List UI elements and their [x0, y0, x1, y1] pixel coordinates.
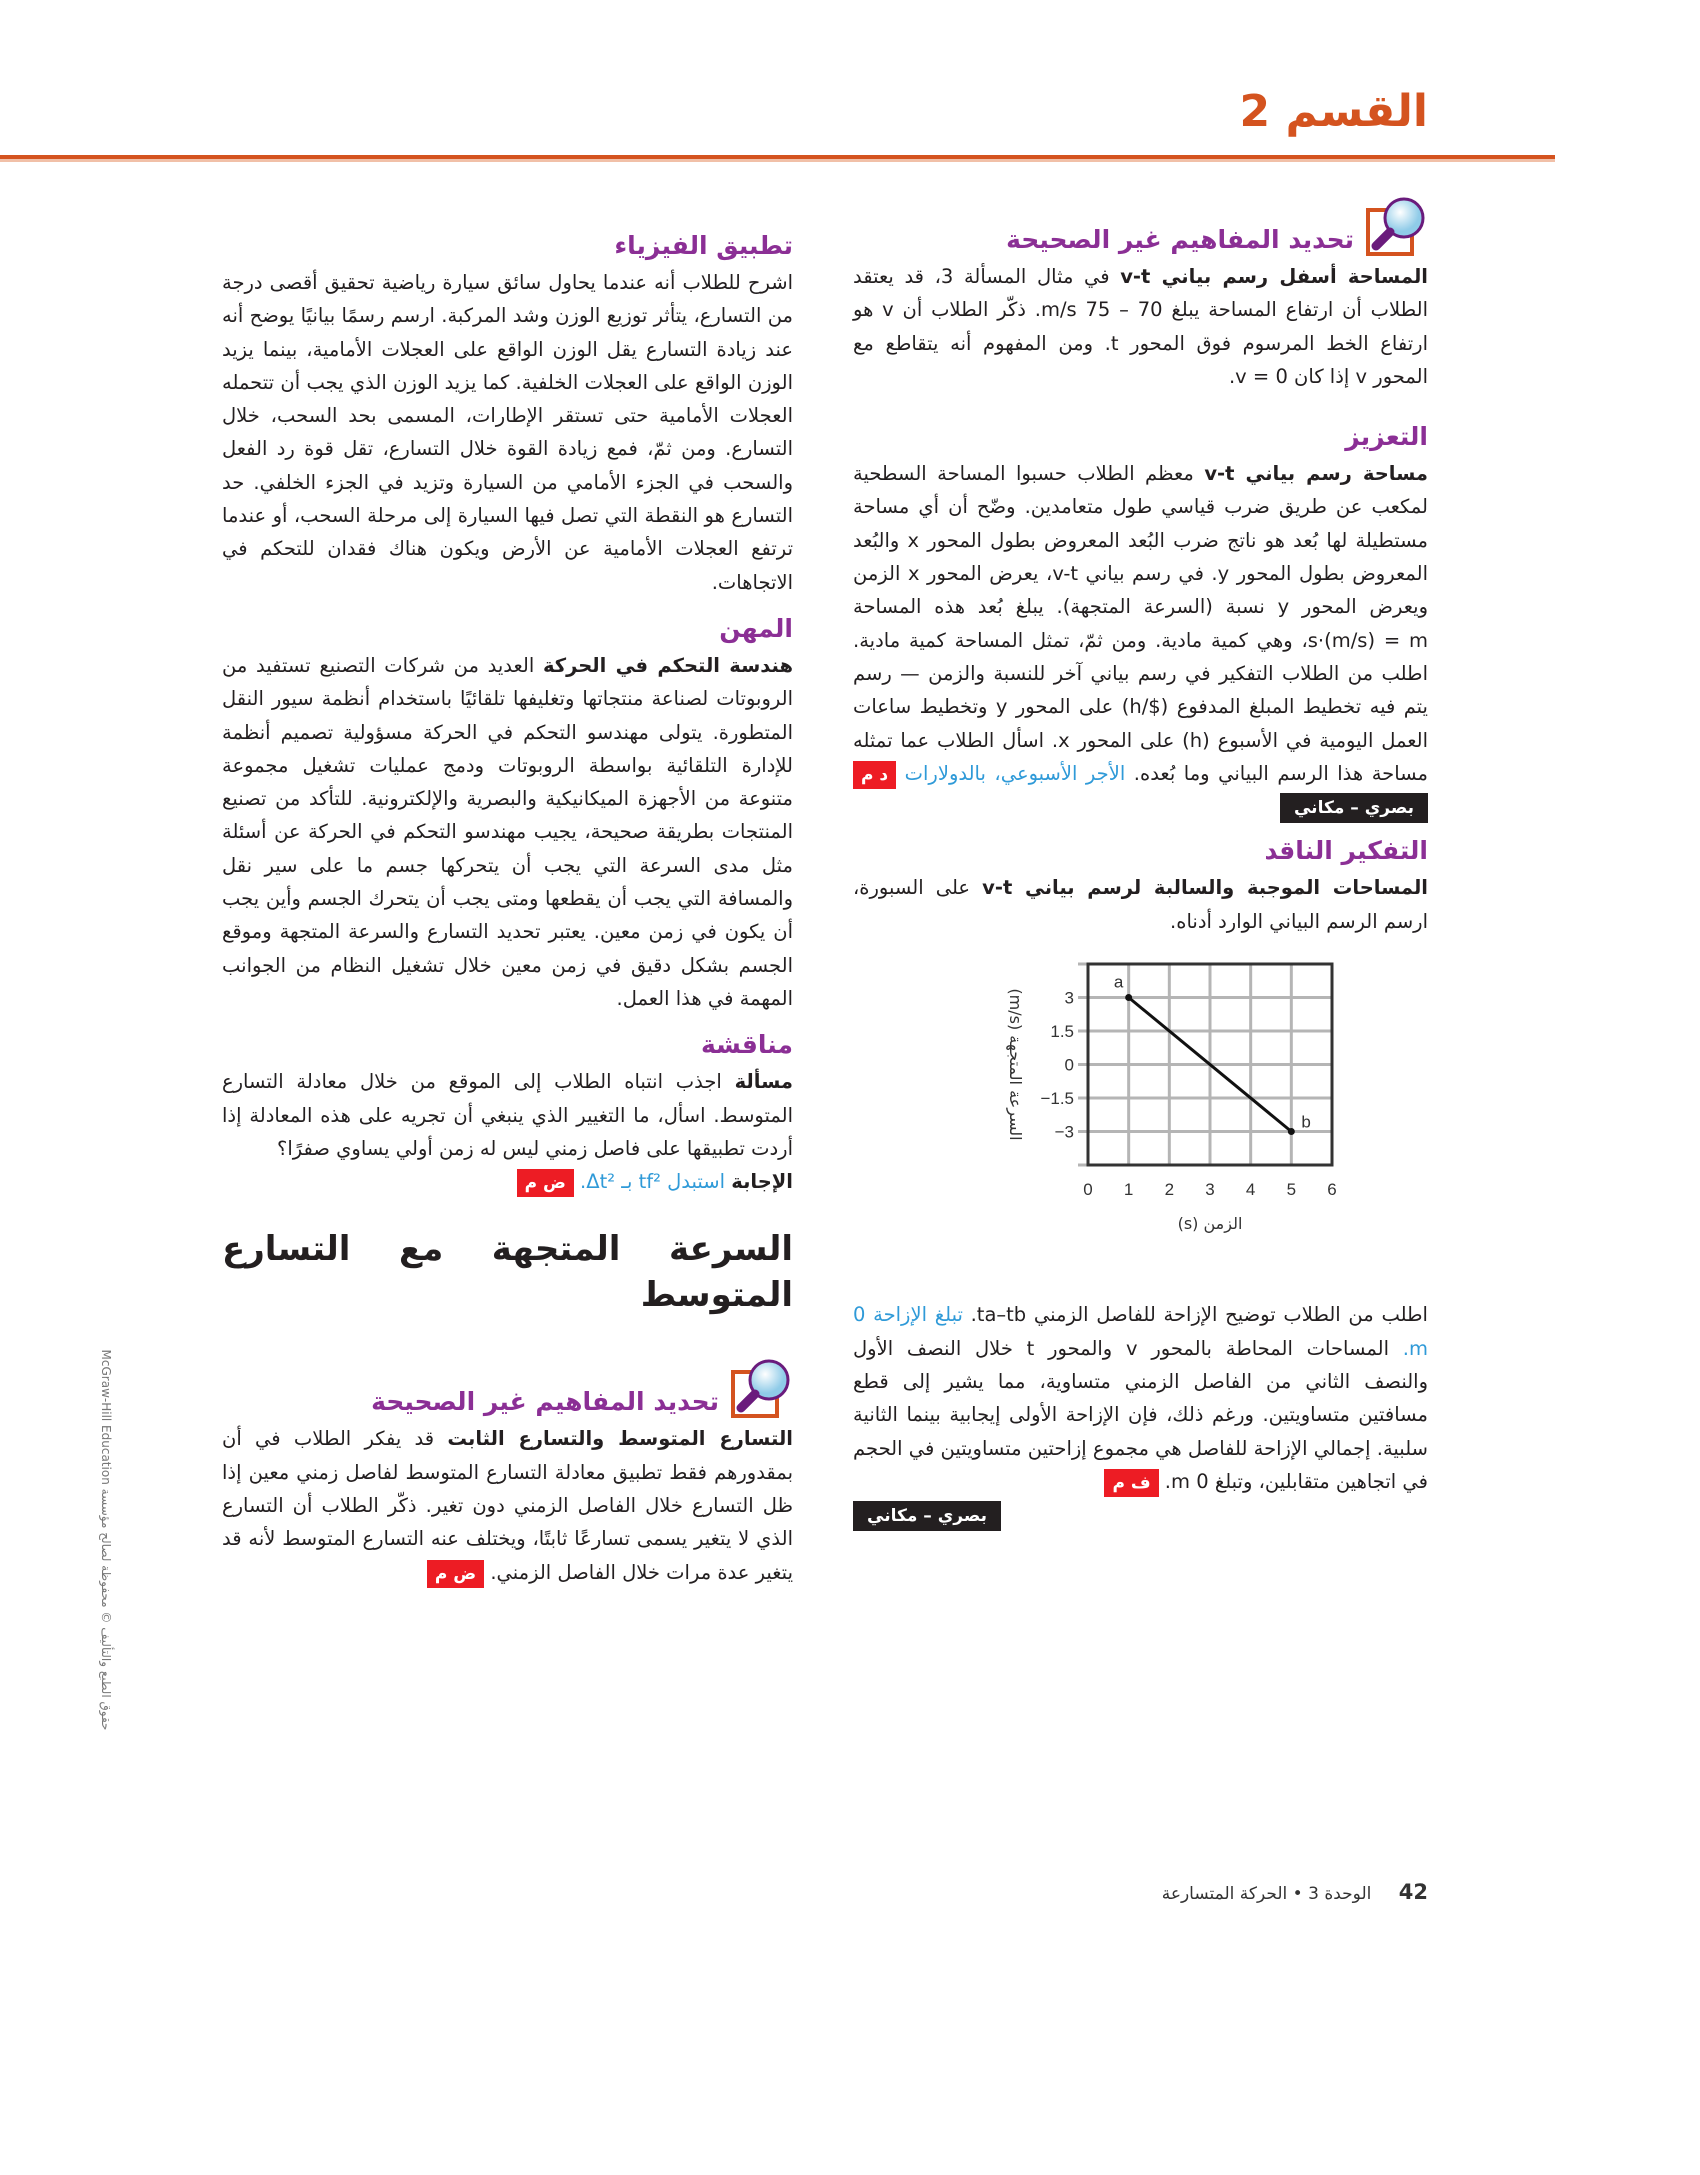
critical-thinking-tag-red: ف م [1104, 1469, 1158, 1497]
left-column [222, 226, 793, 1589]
footer-unit-text: الوحدة 3 • الحركة المتسارعة [1161, 1884, 1372, 1904]
page-footer [1162, 1880, 1428, 1904]
physics-application-heading: تطبيق الفيزياء [614, 231, 793, 260]
y-tick-label: 0 [1064, 1055, 1074, 1075]
y-tick-label: −1.5 [1040, 1089, 1074, 1109]
vt-chart [853, 958, 1428, 1258]
discussion-text: اجذب انتباه الطلاب إلى الموقع من خلال معادلة التسارع المتوسط. اسأل، ما التغيير الذي ينبغي أن تجريه على هذه المعادلة إذا أردت تطبيقها على فاصل زمني ليس له زمن أولي يساوي صفرًا؟ [222, 1070, 793, 1160]
critical-thinking-text2: اطلب من الطلاب توضيح الإزاحة للفاصل الزمني ta–tb. [962, 1303, 1428, 1327]
discussion-tag-red: ض م [517, 1169, 574, 1197]
critical-thinking-text3: المساحات المحاطة بالمحور v والمحور t خلال النصف الأول والنصف الثاني من الفاصل الزمني متساوية، مما يشير إلى قطع مسافتين متساويتين. ورغم ذلك، فإن الإزاحة الأولى إيجابية بينما الثانية سلبية. إجمالي الإزاحة للفاصل هي مجموع إزاحتين متساويتين في الحجم في اتجاهين متقابلين، وتبلغ 0 m. [853, 1336, 1428, 1493]
physics-application-text: اشرح للطلاب أنه عندما يحاول سائق سيارة رياضية تحقيق أقصى درجة من التسارع، يتأثر توزيع الوزن وشد المركبة. ارسم رسمًا بيانيًا يوضح أنه عند زيادة التسارع يقل الوزن الواقع على العجلات الأمامية، بينما يزيد الوزن الواقع على العجلات الخلفية. كما يزيد الوزن الذي يجب أن تتحمله العجلات الأمامية حتى تستقر الإطارات، المسمى بحد السحب، خلال التسارع. ومن ثمّ، فمع زيادة القوة خلال التسارع، تقل قوة رد الفعل والسحب في الجزء الأمامي من السيارة وتزيد في الجزء الخلفي. حد التسارع هو النقطة التي تصل فيها السيارة إلى مرحلة السحب، أو عندما ترتفع العجلات الأمامية عن الأرض ويكون هناك فقدان للتحكم في الاتجاهات. [222, 271, 793, 594]
copyright-side-text [92, 1280, 120, 1800]
critical-thinking-intro [853, 871, 1428, 938]
misconceptions2-paragraph [222, 1422, 793, 1588]
critical-thinking-paragraph [853, 1298, 1428, 1498]
misconceptions-heading: تحديد المفاهيم غير الصحيحة [1006, 225, 1354, 254]
careers-heading: المهن [719, 613, 793, 643]
misconceptions-heading-row [853, 196, 1428, 260]
data-point [1288, 1128, 1295, 1135]
point-label: a [1113, 972, 1124, 992]
y-tick-label: 3 [1064, 988, 1074, 1008]
header-rule [0, 155, 1555, 162]
y-axis-label: السرعة المتجهة (m/s) [1006, 988, 1025, 1141]
discussion-paragraph [222, 1065, 793, 1165]
magnifier-icon [729, 1358, 793, 1422]
discussion-answer-label: الإجابة [731, 1170, 793, 1194]
x-tick-label: 3 [1205, 1180, 1215, 1200]
x-tick-label: 1 [1123, 1180, 1134, 1200]
y-tick-label: 1.5 [1050, 1022, 1074, 1042]
critical-thinking-heading: التفكير الناقد [1264, 836, 1428, 866]
x-tick-label: 2 [1164, 1180, 1175, 1200]
careers-lead: هندسة التحكم في الحركة [542, 653, 793, 677]
discussion-heading: مناقشة [700, 1030, 793, 1060]
reinforcement-answer: الأجر الأسبوعي، بالدولارات [904, 761, 1126, 785]
critical-thinking-answer: تبلغ الإزاحة 0 m. [853, 1303, 1428, 1360]
section-heading: السرعة المتجهة مع التسارع المتوسط [222, 1229, 793, 1316]
misconceptions2-heading: تحديد المفاهيم غير الصحيحة [371, 1387, 719, 1417]
right-column [853, 196, 1428, 1531]
critical-thinking-text: على السبورة، ارسم الرسم البياني الوارد أدناه. [853, 876, 1428, 933]
critical-thinking-tag-black: بصري – مكاني [853, 1501, 1001, 1531]
x-tick-label: 5 [1286, 1180, 1297, 1200]
discussion-answer-row [222, 1165, 793, 1198]
critical-thinking-lead: المساحات الموجبة والسالبة لرسم بياني v-t [982, 876, 1428, 900]
misconceptions2-tag-red: ض م [427, 1560, 484, 1588]
misconceptions2-text: قد يفكر الطلاب في أن بمقدورهم فقط تطبيق معادلة التسارع المتوسط لفاصل زمني معين إذا ظل التسارع خلال الفاصل الزمني دون تغير. ذكّر الطلاب أن التسارع الذي لا يتغير يسمى تسارعًا ثابتًا، ويختلف عنه التسارع المتوسط لأنه قد يتغير عدة مرات خلال الفاصل الزمني. [222, 1427, 793, 1584]
reinforcement-tag-black: بصري – مكاني [1280, 793, 1428, 823]
careers-text: العديد من شركات التصنيع تستفيد من الروبوتات لصناعة منتجاتها وتغليفها تلقائيًا باستخدام أنظمة سيور النقل المتطورة. يتولى مهندسو التحكم في الحركة مسؤولية تصميم أنظمة للإدارة التلقائية بواسطة الروبوتات ودمج عمليات تشغيل مجموعة متنوعة من الأجهزة الميكانيكية والبصرية والإلكترونية. للتأكد من تصنيع المنتجات بطريقة صحيحة، يجيب مهندسو التحكم في الحركة عن أسئلة مثل مدى السرعة التي يجب أن يتحركها جسم ما على سير نقل والمسافة التي يجب أن يقطعها ومتى يجب أن يتحرك الجسم وأين يجب أن يكون في زمن معين. يعتبر تحديد التسارع والسرعة المتجهة وموقع الجسم بشكل دقيق في زمن معين خلال تشغيل النظام من الجوانب المهمة في هذا العمل. [222, 653, 793, 1010]
magnifier-icon [1364, 196, 1428, 260]
x-tick-label: 4 [1245, 1180, 1256, 1200]
misconceptions-text: في مثال المسألة 3، قد يعتقد الطلاب أن ارتفاع المساحة يبلغ 70 – 75 m/s. ذكّر الطلاب أن v هو ارتفاع الخط المرسوم فوق المحور t. ومن المفهوم أنه يتقاطع مع المحور v إذا كان v = 0. [853, 265, 1428, 388]
x-tick-label: 0 [1083, 1180, 1093, 1200]
reinforcement-text: معظم الطلاب حسبوا المساحة السطحية لمكعب عن طريق ضرب قياسي طول متعامدين. وضّح أن أي مساحة مستطيلة لها بُعد هو ناتج ضرب البُعد المعروض بطول المحور x والبُعد المعروض بطول المحور y. في رسم بياني v-t، يعرض المحور x الزمن ويعرض المحور y نسبة (السرعة المتجهة). يبلغ بُعد هذه المساحة s·(m/s) = m، وهي كمية مادية. ومن ثمّ، تمثل المساحة كمية مادية. اطلب من الطلاب التفكير في رسم بياني آخر للنسبة والزمن — رسم يتم فيه تخطيط المبلغ المدفوع ($/h) على المحور y وتخطيط ساعات العمل اليومية في الأسبوع (h) على المحور x. اسأل الطلاب عما تمثله مساحة هذا الرسم البياني وما بُعده. [853, 462, 1429, 785]
discussion-answer: استبدل tf² بـ Δt². [580, 1170, 726, 1194]
misconceptions2-lead: التسارع المتوسط والتسارع الثابت [447, 1427, 793, 1451]
x-axis-label: الزمن (s) [1177, 1214, 1243, 1234]
x-tick-label: 6 [1327, 1180, 1337, 1200]
reinforcement-heading: التعزيز [1345, 422, 1428, 452]
misconceptions2-heading-row [222, 1358, 793, 1422]
careers-paragraph [222, 649, 793, 1015]
reinforcement-tag-red: د م [853, 761, 896, 789]
reinforcement-lead: مساحة رسم بياني v-t [1204, 462, 1428, 486]
y-tick-label: −3 [1054, 1122, 1074, 1142]
page-title: القسم 2 [1239, 86, 1428, 137]
point-label: b [1301, 1112, 1311, 1132]
copyright-text: حقوق الطبع والتأليف © محفوظة لصالح مؤسسة McGraw-Hill Education [99, 1349, 113, 1731]
reinforcement-paragraph [853, 457, 1428, 823]
misconceptions-lead: المساحة أسفل رسم بياني v-t [1120, 265, 1428, 288]
misconceptions-paragraph [853, 260, 1428, 393]
data-point [1125, 994, 1132, 1001]
vt-chart-svg [853, 958, 1428, 1248]
discussion-lead: مسألة [734, 1070, 793, 1094]
page-number: 42 [1398, 1880, 1428, 1904]
